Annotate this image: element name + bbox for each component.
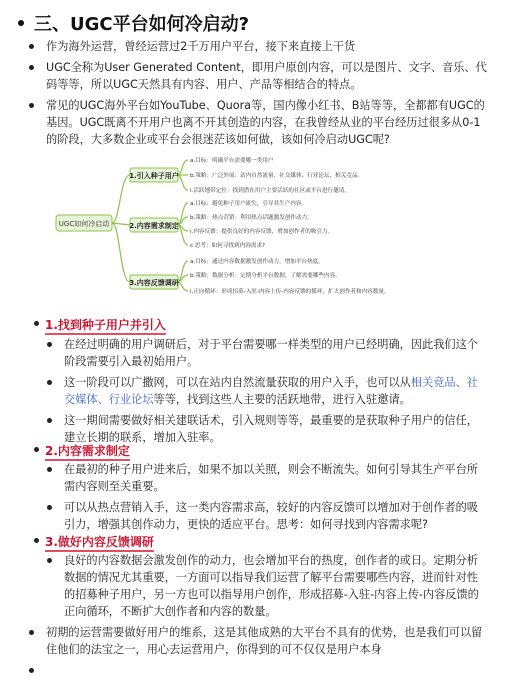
intro-item: 常见的UGC海外平台如YouTube、Quora等，国内像小红书、B站等等，全都都有UGC的基因。UGC既离不开用户也离不开其创造的内容，在我曾经从业的平台经历过很多从0-1的阶段，大多数企业或平台会很迷茫该如何做，该如何冷启动UGC呢? xyxy=(26,97,488,148)
mindmap-leaf: i.内容反馈：提供良好的内容反馈，增加创作者的吸引力。 xyxy=(190,229,334,235)
mindmap-leaf: i.正向循环：形成招募-入驻-内容上传-内容反馈的循环，扩大创作者和内容数量。 xyxy=(190,289,390,295)
mindmap-leaf: a.目标：明确平台需要哪一类用户 xyxy=(190,158,274,164)
section-item: 这一阶段可以广撒网，可以在站内自然流量获取的用户入手，也可以从相关竞品、社交媒体、行业论坛等等，找到这些人主要的活跃地带，进行入驻邀请。 xyxy=(44,374,484,408)
intro-item: UGC全称为User Generated Content，即用户原创内容，可以是图片、文字、音乐、代码等等，所以UGC天然具有内容、用户、产品等相结合的特点。 xyxy=(26,59,488,93)
intro-list xyxy=(26,38,488,152)
mindmap-leaf: b.策略：热点营销：利用热点话题激发创作动力。 xyxy=(190,215,313,221)
section-list xyxy=(44,461,484,537)
section-item: 良好的内容数据会激发创作的动力，也会增加平台的热度，创作者的或日。定期分析数据的情况尤其重要，一方面可以指导我们运营了解平台需要哪些内容，进而针对性的招募种子用户，另一方也可以指导用户创作，形成招募-入驻-内容上传-内容反馈的正向循环，不断扩大创作者和内容的数量。 xyxy=(44,552,484,620)
bullet-dot-icon xyxy=(34,321,39,326)
section-heading: 1.找到种子用户并引入 xyxy=(34,316,166,333)
outro-list xyxy=(26,624,488,662)
section-item: 在最初的种子用户进来后，如果不加以关照，则会不断流失。如何引导其生产平台所需内容则至关重要。 xyxy=(44,461,484,495)
intro-item: 作为海外运营，曾经运营过2千万用户平台，接下来直接上干货 xyxy=(26,38,488,55)
section-list xyxy=(44,336,484,450)
highlight-text: 相关竞品、社交媒体、行业论坛 xyxy=(64,376,478,406)
mindmap-branch: 1.引入种子用户 xyxy=(129,172,179,180)
mindmap-leaf: a.目标：通过内容数据激发创作动力，增加平台热度。 xyxy=(190,259,324,265)
section-item: 在经过明确的用户调研后，对于平台需要哪一样类型的用户已经明确，因此我们这个阶段需要引入最初始用户。 xyxy=(44,336,484,370)
mindmap-branch: 2.内容需求制定 xyxy=(129,222,179,230)
section-heading: 2.内容需求制定 xyxy=(34,442,130,459)
mindmap-leaf: b.策略：数据分析：定期分析平台数据，了解需要哪些内容。 xyxy=(190,273,341,279)
mindmap-leaf: a.目标：避免种子用户流失，引导其生产内容。 xyxy=(190,201,308,207)
mindmap-leaf: i.活跃地带定位：找到潜在用户主要活跃的社区或平台进行邀请。 xyxy=(190,188,350,194)
bullet-dot-icon xyxy=(34,538,39,543)
section-item: 这一期间需要做好相关建联话术，引入规则等等，最重要的是获取种子用户的信任，建立长期的联系，增加入驻率。 xyxy=(44,412,484,446)
bullet-dot-icon xyxy=(34,447,39,452)
mindmap-leaf: c.思考：如何寻找到内容需求? xyxy=(190,243,265,249)
section-item: 可以从热点营销入手，这一类内容需求高，较好的内容反馈可以增加对于创作者的吸引力，增强其创作动力，更快的适应平台。思考：如何寻找到内容需求呢? xyxy=(44,499,484,533)
section-list xyxy=(44,552,484,624)
outro-item: 初期的运营需要做好用户的维系，这是其他成熟的大平台不具有的优势，也是我们可以留住他们的法宝之一，用心去运营用户，你得到的可不仅仅是用户本身 xyxy=(26,624,488,658)
mindmap-leaf: b.策略：广泛外展：站内自然流量、社交媒体、行业论坛、相关竞品。 xyxy=(190,173,364,179)
page-title: 三、UGC平台如何冷启动? xyxy=(18,10,249,36)
bullet-dot-icon xyxy=(18,20,24,26)
mindmap-diagram xyxy=(50,147,470,307)
mindmap-branch: 3.内容反馈调研 xyxy=(129,279,179,287)
mindmap-root: UGC如何冷启动 xyxy=(58,220,110,228)
section-heading: 3.做好内容反馈调研 xyxy=(34,533,154,550)
